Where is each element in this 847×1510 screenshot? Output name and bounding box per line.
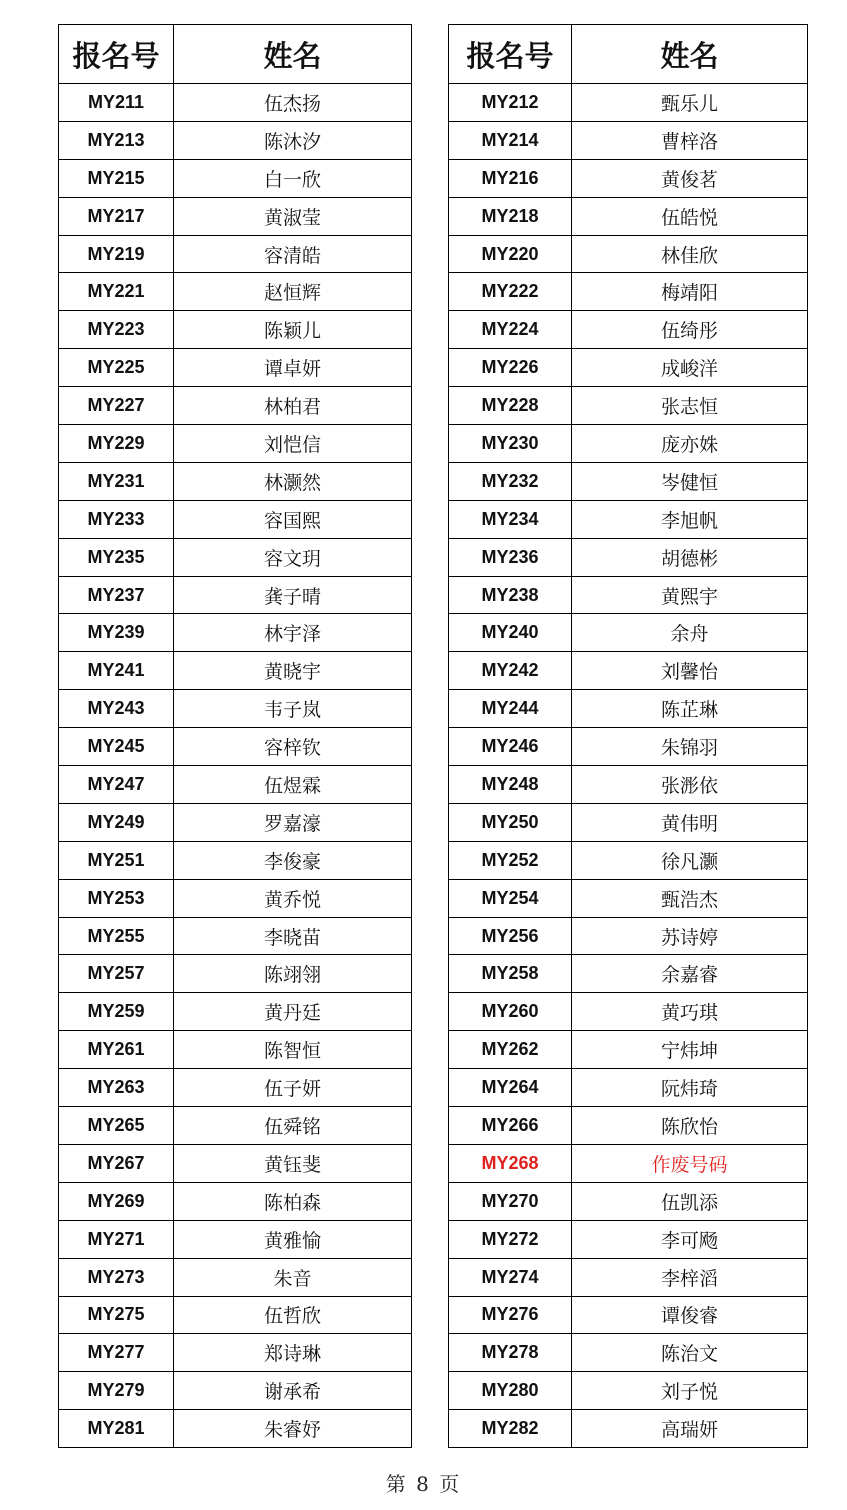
table-row xyxy=(449,841,808,879)
registration-number: MY238 xyxy=(449,576,572,614)
table-row xyxy=(59,993,412,1031)
student-name: 谢承希 xyxy=(174,1372,412,1410)
registration-number: MY265 xyxy=(59,1107,174,1145)
registration-number: MY267 xyxy=(59,1144,174,1182)
registration-number: MY266 xyxy=(449,1107,572,1145)
registration-number: MY237 xyxy=(59,576,174,614)
registration-number: MY271 xyxy=(59,1220,174,1258)
student-name: 伍绮彤 xyxy=(572,311,808,349)
registration-number: MY273 xyxy=(59,1258,174,1296)
table-row xyxy=(59,197,412,235)
table-row xyxy=(59,841,412,879)
table-row xyxy=(59,311,412,349)
table-row xyxy=(449,349,808,387)
table-row xyxy=(449,538,808,576)
table-row xyxy=(59,1144,412,1182)
registration-number: MY222 xyxy=(449,273,572,311)
table-row xyxy=(449,500,808,538)
table-row xyxy=(449,84,808,122)
student-name: 朱锦羽 xyxy=(572,728,808,766)
student-name: 刘恺信 xyxy=(174,425,412,463)
table-row xyxy=(59,879,412,917)
registration-number: MY215 xyxy=(59,159,174,197)
student-name: 罗嘉濠 xyxy=(174,803,412,841)
student-name: 陈沐汐 xyxy=(174,121,412,159)
student-name: 李可飏 xyxy=(572,1220,808,1258)
registration-number: MY258 xyxy=(449,955,572,993)
table-row xyxy=(449,462,808,500)
registration-number: MY263 xyxy=(59,1069,174,1107)
student-name: 林佳欣 xyxy=(572,235,808,273)
student-name: 阮炜琦 xyxy=(572,1069,808,1107)
registration-number: MY278 xyxy=(449,1334,572,1372)
student-name: 黄俊茗 xyxy=(572,159,808,197)
table-row xyxy=(449,235,808,273)
student-name: 甄乐儿 xyxy=(572,84,808,122)
registration-number: MY250 xyxy=(449,803,572,841)
table-row xyxy=(59,917,412,955)
registration-number: MY226 xyxy=(449,349,572,387)
student-name: 苏诗婷 xyxy=(572,917,808,955)
table-row xyxy=(449,273,808,311)
table-row xyxy=(449,1258,808,1296)
table-row xyxy=(59,121,412,159)
registration-number: MY235 xyxy=(59,538,174,576)
registration-number: MY248 xyxy=(449,766,572,804)
student-name: 伍哲欣 xyxy=(174,1296,412,1334)
table-row xyxy=(449,652,808,690)
table-row xyxy=(449,1372,808,1410)
student-name: 陈芷琳 xyxy=(572,690,808,728)
table-row xyxy=(449,121,808,159)
table-row xyxy=(449,1031,808,1069)
registration-number: MY272 xyxy=(449,1220,572,1258)
student-name: 谭俊睿 xyxy=(572,1296,808,1334)
table-row xyxy=(449,728,808,766)
registration-number: MY281 xyxy=(59,1410,174,1448)
student-name: 高瑞妍 xyxy=(572,1410,808,1448)
header-row xyxy=(449,25,808,84)
registration-number: MY259 xyxy=(59,993,174,1031)
student-name: 伍煜霖 xyxy=(174,766,412,804)
registration-number: MY279 xyxy=(59,1372,174,1410)
header-name: 姓名 xyxy=(572,25,808,84)
student-name: 岑健恒 xyxy=(572,462,808,500)
registration-number: MY260 xyxy=(449,993,572,1031)
registration-number: MY244 xyxy=(449,690,572,728)
table-row xyxy=(449,1334,808,1372)
registration-number: MY224 xyxy=(449,311,572,349)
registration-number: MY228 xyxy=(449,387,572,425)
table-row xyxy=(59,690,412,728)
registration-number: MY256 xyxy=(449,917,572,955)
table-row xyxy=(59,84,412,122)
registration-number: MY217 xyxy=(59,197,174,235)
table-row xyxy=(59,766,412,804)
table-row xyxy=(59,235,412,273)
registration-number: MY274 xyxy=(449,1258,572,1296)
table-row xyxy=(449,1069,808,1107)
student-name: 朱音 xyxy=(174,1258,412,1296)
table-row xyxy=(449,917,808,955)
student-name: 白一欣 xyxy=(174,159,412,197)
student-name: 余舟 xyxy=(572,614,808,652)
table-row xyxy=(59,728,412,766)
table-row xyxy=(59,1296,412,1334)
student-name: 陈柏森 xyxy=(174,1182,412,1220)
registration-number: MY251 xyxy=(59,841,174,879)
registration-number: MY216 xyxy=(449,159,572,197)
student-name: 张志恒 xyxy=(572,387,808,425)
registration-number: MY229 xyxy=(59,425,174,463)
registration-number: MY219 xyxy=(59,235,174,273)
student-name: 张浵依 xyxy=(572,766,808,804)
student-name: 余嘉睿 xyxy=(572,955,808,993)
registration-number: MY245 xyxy=(59,728,174,766)
header-name: 姓名 xyxy=(174,25,412,84)
registration-number: MY255 xyxy=(59,917,174,955)
student-name: 李晓苗 xyxy=(174,917,412,955)
table-row xyxy=(449,993,808,1031)
student-name: 林宇泽 xyxy=(174,614,412,652)
student-name: 刘馨怡 xyxy=(572,652,808,690)
student-name: 容梓钦 xyxy=(174,728,412,766)
table-row xyxy=(59,1258,412,1296)
student-name: 伍凯添 xyxy=(572,1182,808,1220)
student-name: 韦子岚 xyxy=(174,690,412,728)
roster-table-left xyxy=(58,24,412,1448)
registration-number: MY275 xyxy=(59,1296,174,1334)
table-row xyxy=(59,1220,412,1258)
registration-number: MY268 xyxy=(449,1144,572,1182)
registration-number: MY223 xyxy=(59,311,174,349)
header-id: 报名号 xyxy=(449,25,572,84)
registration-number: MY264 xyxy=(449,1069,572,1107)
table-row xyxy=(449,955,808,993)
student-name: 赵恒辉 xyxy=(174,273,412,311)
registration-number: MY225 xyxy=(59,349,174,387)
registration-number: MY230 xyxy=(449,425,572,463)
table-row xyxy=(449,311,808,349)
student-name: 林柏君 xyxy=(174,387,412,425)
registration-number: MY282 xyxy=(449,1410,572,1448)
student-name: 宁炜坤 xyxy=(572,1031,808,1069)
student-name: 朱睿妤 xyxy=(174,1410,412,1448)
registration-number: MY252 xyxy=(449,841,572,879)
registration-number: MY249 xyxy=(59,803,174,841)
registration-number: MY277 xyxy=(59,1334,174,1372)
table-row xyxy=(59,1410,412,1448)
table-row xyxy=(59,1372,412,1410)
registration-number: MY239 xyxy=(59,614,174,652)
registration-number: MY276 xyxy=(449,1296,572,1334)
student-name: 陈欣怡 xyxy=(572,1107,808,1145)
table-row xyxy=(59,614,412,652)
registration-number: MY232 xyxy=(449,462,572,500)
student-name: 黄淑莹 xyxy=(174,197,412,235)
student-name: 容清皓 xyxy=(174,235,412,273)
student-name: 徐凡灏 xyxy=(572,841,808,879)
table-row xyxy=(449,197,808,235)
student-name: 甄浩杰 xyxy=(572,879,808,917)
student-name: 伍子妍 xyxy=(174,1069,412,1107)
student-name: 黄熙宇 xyxy=(572,576,808,614)
table-row xyxy=(449,159,808,197)
registration-number: MY253 xyxy=(59,879,174,917)
registration-number: MY214 xyxy=(449,121,572,159)
table-row xyxy=(449,803,808,841)
table-row xyxy=(59,387,412,425)
registration-number: MY280 xyxy=(449,1372,572,1410)
registration-number: MY213 xyxy=(59,121,174,159)
registration-number: MY254 xyxy=(449,879,572,917)
table-row xyxy=(449,1107,808,1145)
table-row xyxy=(59,273,412,311)
registration-number: MY234 xyxy=(449,500,572,538)
table-row xyxy=(449,614,808,652)
student-name: 黄钰斐 xyxy=(174,1144,412,1182)
table-row xyxy=(449,1410,808,1448)
student-name: 成峻洋 xyxy=(572,349,808,387)
student-name: 庞亦姝 xyxy=(572,425,808,463)
registration-number: MY221 xyxy=(59,273,174,311)
student-name: 伍皓悦 xyxy=(572,197,808,235)
table-row xyxy=(59,500,412,538)
registration-number: MY242 xyxy=(449,652,572,690)
student-name: 林灏然 xyxy=(174,462,412,500)
table-row xyxy=(59,425,412,463)
registration-number: MY269 xyxy=(59,1182,174,1220)
table-row xyxy=(59,652,412,690)
registration-number: MY240 xyxy=(449,614,572,652)
header-row xyxy=(59,25,412,84)
table-row xyxy=(59,462,412,500)
student-name: 黄伟明 xyxy=(572,803,808,841)
table-row xyxy=(59,576,412,614)
student-name: 胡德彬 xyxy=(572,538,808,576)
registration-number: MY257 xyxy=(59,955,174,993)
student-name: 刘子悦 xyxy=(572,1372,808,1410)
table-row xyxy=(449,1144,808,1182)
table-row xyxy=(449,1296,808,1334)
student-name: 容国熙 xyxy=(174,500,412,538)
registration-number: MY227 xyxy=(59,387,174,425)
student-name: 黄晓宇 xyxy=(174,652,412,690)
student-name: 黄雅愉 xyxy=(174,1220,412,1258)
table-row xyxy=(59,803,412,841)
table-row xyxy=(449,425,808,463)
student-name: 陈智恒 xyxy=(174,1031,412,1069)
table-row xyxy=(449,690,808,728)
registration-number: MY243 xyxy=(59,690,174,728)
student-name: 李俊豪 xyxy=(174,841,412,879)
registration-number: MY212 xyxy=(449,84,572,122)
table-row xyxy=(449,576,808,614)
registration-number: MY241 xyxy=(59,652,174,690)
registration-number: MY270 xyxy=(449,1182,572,1220)
registration-number: MY236 xyxy=(449,538,572,576)
header-id: 报名号 xyxy=(59,25,174,84)
table-row xyxy=(59,1182,412,1220)
registration-number: MY218 xyxy=(449,197,572,235)
table-row xyxy=(59,1334,412,1372)
registration-number: MY247 xyxy=(59,766,174,804)
student-name: 曹梓洛 xyxy=(572,121,808,159)
student-name: 李旭帆 xyxy=(572,500,808,538)
student-name: 黄巧琪 xyxy=(572,993,808,1031)
student-name: 黄乔悦 xyxy=(174,879,412,917)
table-row xyxy=(59,349,412,387)
roster-table-right xyxy=(448,24,808,1448)
student-name: 梅靖阳 xyxy=(572,273,808,311)
student-name: 伍舜铭 xyxy=(174,1107,412,1145)
table-row xyxy=(449,766,808,804)
table-row xyxy=(59,955,412,993)
registration-number: MY246 xyxy=(449,728,572,766)
table-row xyxy=(449,1220,808,1258)
table-row xyxy=(59,1069,412,1107)
registration-number: MY231 xyxy=(59,462,174,500)
student-name: 郑诗琳 xyxy=(174,1334,412,1372)
student-name: 李梓滔 xyxy=(572,1258,808,1296)
registration-number: MY211 xyxy=(59,84,174,122)
table-row xyxy=(449,1182,808,1220)
student-name: 容文玥 xyxy=(174,538,412,576)
registration-number: MY262 xyxy=(449,1031,572,1069)
void-number-label: 作废号码 xyxy=(572,1144,808,1182)
student-name: 伍杰扬 xyxy=(174,84,412,122)
registration-number: MY233 xyxy=(59,500,174,538)
student-name: 谭卓妍 xyxy=(174,349,412,387)
table-row xyxy=(59,538,412,576)
table-row xyxy=(59,1107,412,1145)
student-name: 陈治文 xyxy=(572,1334,808,1372)
student-name: 陈翊翎 xyxy=(174,955,412,993)
student-name: 黄丹廷 xyxy=(174,993,412,1031)
table-row xyxy=(449,387,808,425)
table-row xyxy=(59,1031,412,1069)
student-name: 陈颖儿 xyxy=(174,311,412,349)
student-name: 龚子晴 xyxy=(174,576,412,614)
table-row xyxy=(59,159,412,197)
registration-number: MY220 xyxy=(449,235,572,273)
page-number: 第 8 页 xyxy=(385,1472,462,1496)
registration-number: MY261 xyxy=(59,1031,174,1069)
table-row xyxy=(449,879,808,917)
